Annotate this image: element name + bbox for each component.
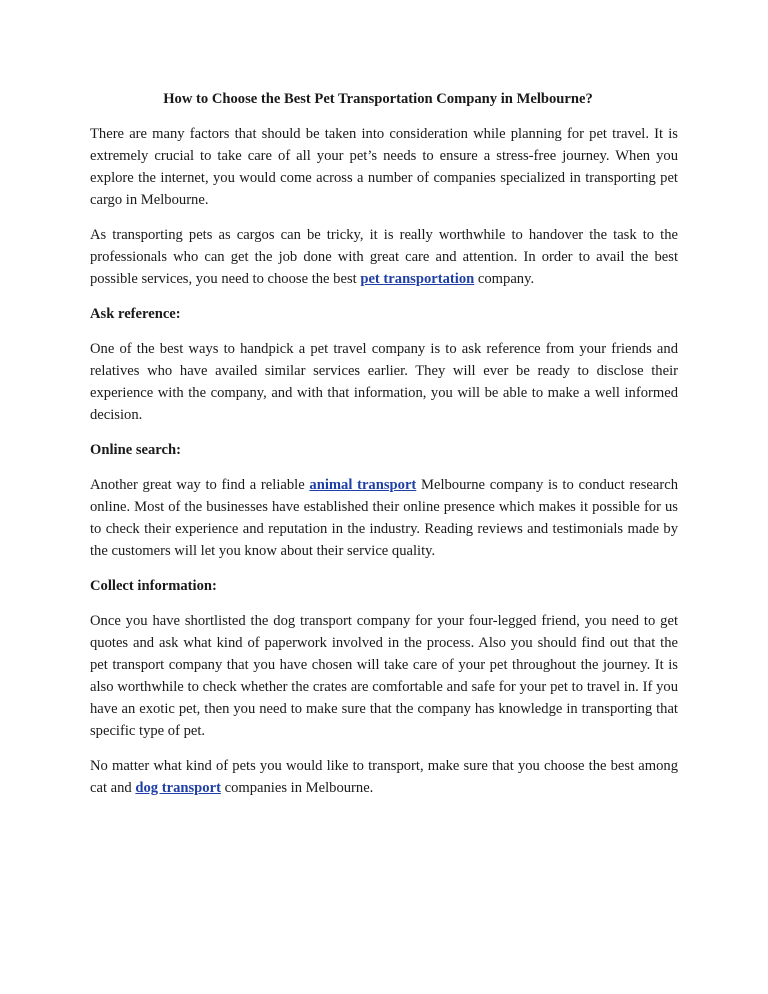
paragraph-text: Melbourne company is to conduct research online. Most of the businesses have established their online presence which makes it possible for us to check their experience and reputation in the industry. Reading reviews and testimonials made by the customers will let you know about their service quality. — [90, 477, 678, 559]
paragraph-text: companies in Melbourne. — [220, 780, 374, 796]
ask-reference-heading: Ask reference: — [90, 306, 181, 322]
paragraph-text: Another great way to find a reliable — [90, 477, 310, 493]
document-page — [90, 88, 678, 812]
paragraph-text: As transporting pets as cargos can be tricky, it is really worthwhile to handover the task to the professionals who can get the job done with great care and attention. In order to avail the best possible services, you need to choose the best — [90, 227, 678, 287]
intro-paragraph: There are many factors that should be taken into consideration while planning for pet travel. It is extremely crucial to take care of all your pet’s needs to ensure a stress-free journey. When you explore the internet, you would come across a number of companies specialized in transporting pet cargo in Melbourne. — [90, 126, 678, 208]
dog-transport-link[interactable]: dog transport — [135, 780, 221, 796]
online-search-heading: Online search: — [90, 442, 181, 458]
ask-reference-paragraph: One of the best ways to handpick a pet travel company is to ask reference from your friends and relatives who have availed similar services earlier. They will ever be ready to disclose their experience with the company, and with that information, you will be able to make a well informed decision. — [90, 341, 678, 423]
collect-information-paragraph: Once you have shortlisted the dog transport company for your four-legged friend, you need to get quotes and ask what kind of paperwork involved in the process. Also you should find out that the pet transport company that you have chosen will take care of your pet throughout the journey. It is also worthwhile to check whether the crates are comfortable and safe for your pet to travel in. If you have an exotic pet, then you need to make sure that the company has knowledge in transporting that specific type of pet. — [90, 613, 678, 739]
collect-information-heading: Collect information: — [90, 578, 217, 594]
pet-transportation-link[interactable]: pet transportation — [360, 271, 475, 287]
pet-transportation-paragraph — [90, 224, 678, 290]
online-search-paragraph — [90, 474, 678, 562]
paragraph-text: No matter what kind of pets you would like to transport, make sure that you choose the best among cat and — [90, 758, 678, 796]
paragraph-text: company. — [474, 271, 535, 287]
closing-paragraph — [90, 755, 678, 799]
document-title: How to Choose the Best Pet Transportation Company in Melbourne? — [163, 91, 593, 107]
animal-transport-link[interactable]: animal transport — [309, 477, 417, 493]
